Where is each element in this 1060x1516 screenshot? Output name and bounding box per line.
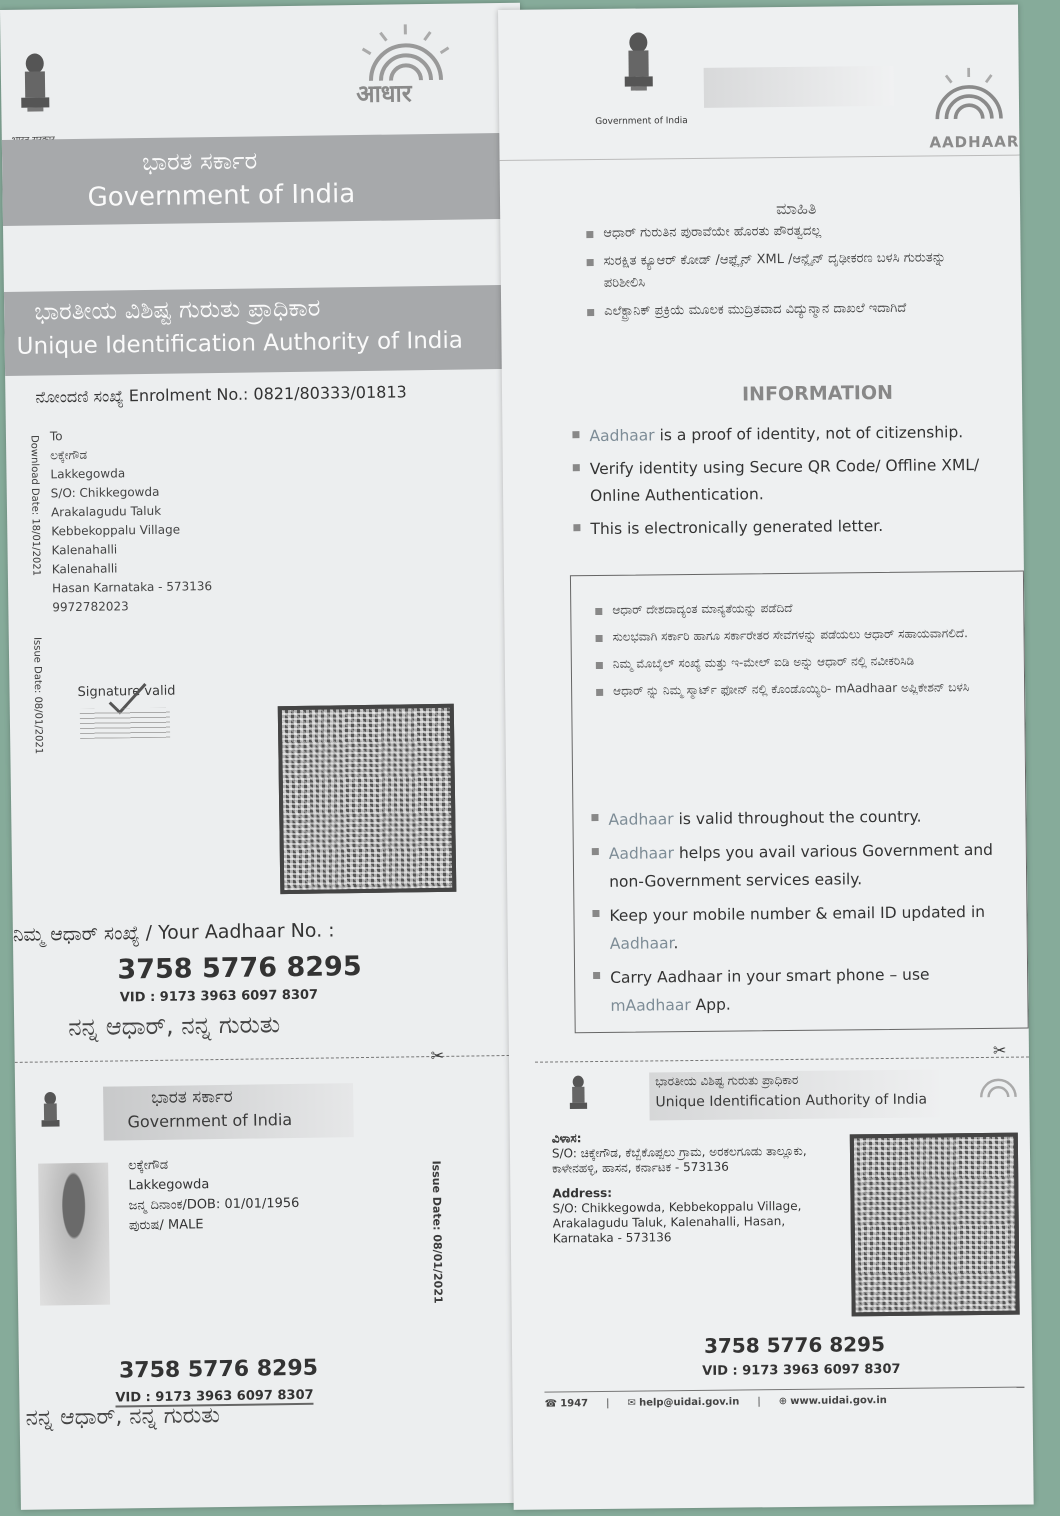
holder-name-kn: ಲಕ್ಕೇಗೌಡ	[128, 1157, 169, 1174]
header-band-right	[704, 66, 894, 108]
bullet-icon	[596, 635, 603, 642]
scissors-right-icon: ✂	[992, 1040, 1007, 1060]
bullet-icon	[587, 309, 594, 316]
back-uidai-band	[649, 1069, 939, 1120]
text-part: is valid throughout the country.	[673, 807, 922, 829]
address-line: Arakalagudu Taluk	[50, 503, 162, 520]
vid-number: VID : 9173 3963 6097 8307	[119, 987, 319, 1006]
list-item	[593, 960, 1014, 1020]
list-item	[595, 623, 1005, 648]
dob-label: ಜನ್ಮ ದಿನಾಂಕ/DOB:	[128, 1197, 221, 1214]
national-emblem-small-icon	[37, 1089, 64, 1139]
phone-number: 1947	[560, 1398, 589, 1410]
gender-label: ಪುರುಷ/	[128, 1217, 164, 1234]
aadhaar-logo-right-icon	[919, 63, 1020, 130]
gov-kn: ಭಾರತ ಸರ್ಕಾರ	[141, 146, 258, 177]
your-aadhaar-label	[13, 919, 335, 945]
uidai-band	[4, 285, 525, 376]
national-emblem-back-icon	[565, 1073, 592, 1121]
address-line: Hasan Karnataka - 573136	[51, 579, 213, 596]
info-kn-list	[586, 219, 987, 329]
card-gov-band	[103, 1083, 354, 1140]
address-en: S/O: Chikkegowda, Kebbekoppalu Village, Arakalagudu Taluk, Kalenahalli, Hasan, Karnataka - 573136	[552, 1198, 802, 1246]
back-aadhaar-number: 3758 5776 8295	[703, 1332, 886, 1358]
list-item-text: ಆಧಾರ್ ನ್ನು ನಿಮ್ಮ ಸ್ಮಾರ್ಟ್ ಫೋನ್ ನಲ್ಲಿ ಕೊಂಡೊಯ್ಯಿರಿ- mAadhaar ಅಪ್ಲಿಕೇಶನ್ ಬಳಸಿ	[613, 680, 970, 698]
gender-value: MALE	[167, 1217, 204, 1233]
tagline: ನನ್ನ ಆಧಾರ್, ನನ್ನ ಗುರುತು	[68, 1010, 281, 1042]
address-line: Lakkegowda	[50, 466, 126, 482]
card-gov-en: Government of India	[127, 1110, 293, 1132]
address-line: Kalenahalli	[51, 561, 118, 577]
enrolment-label-kn: ನೋಂದಣಿ ಸಂಖ್ಯೆ	[35, 386, 124, 407]
text-part: is a proof of identity, not of citizenship.	[654, 423, 964, 445]
list-item	[572, 419, 992, 450]
text-part: helps you avail various Government and non-Government services easily.	[609, 840, 994, 891]
back-vid: VID : 9173 3963 6097 8307	[702, 1361, 901, 1379]
list-item-text	[590, 513, 883, 543]
qr-code	[278, 704, 457, 894]
address-label-kn: ವಿಳಾಸ:	[551, 1131, 582, 1146]
national-emblem-icon	[15, 49, 56, 128]
recipient-address	[50, 425, 213, 617]
address-line: To	[49, 429, 63, 444]
divider: |	[757, 1396, 761, 1408]
download-date: Download Date: 18/01/2021	[28, 434, 42, 577]
bullet-icon	[592, 848, 599, 855]
left-page	[0, 3, 541, 1510]
address-label: Address:	[552, 1185, 613, 1201]
aadhaar-logo-text: आधार	[356, 79, 412, 109]
cut-line-right	[535, 1056, 1029, 1062]
address-line: S/O: Chikkegowda	[50, 484, 160, 501]
bullet-icon	[596, 689, 603, 696]
list-item	[592, 836, 1013, 896]
divider: |	[606, 1397, 610, 1409]
address-line: 9972782023	[52, 599, 129, 615]
back-uidai-en: Unique Identification Authority of India	[655, 1091, 928, 1111]
text-part: Carry Aadhaar in your smart phone – use	[610, 965, 930, 987]
card-tagline: ನನ್ನ ಆಧಾರ್, ನನ್ನ ಗುರುತು	[25, 1403, 221, 1431]
list-item-text	[589, 419, 963, 450]
card-issue-date: Issue Date: 08/01/2021	[429, 1160, 445, 1304]
contact-bar	[544, 1387, 1024, 1410]
issue-date: Issue Date: 08/01/2021	[31, 636, 44, 755]
list-item	[573, 452, 994, 510]
list-item-text: ಸುಲಭವಾಗಿ ಸರ್ಕಾರಿ ಹಾಗೂ ಸರ್ಕಾರೇತರ ಸೇವೆಗಳನ್ನು ಪಡೆಯಲು ಆಧಾರ್ ಸಹಾಯವಾಗಲಿದೆ.	[612, 626, 968, 644]
card-holder-details	[128, 1154, 300, 1236]
back-uidai-kn: ಭಾರತೀಯ ವಿಶಿಷ್ಟ ಗುರುತು ಪ್ರಾಧಿಕಾರ	[655, 1072, 799, 1089]
text-part: Keep your mobile number & email ID updated in	[609, 902, 986, 925]
enrolment-no: 0821/80333/01813	[253, 382, 407, 404]
enrolment	[35, 382, 407, 407]
box-kn-list	[595, 596, 1006, 708]
info-title: INFORMATION	[741, 381, 894, 406]
holder-dob	[129, 1194, 300, 1216]
back-qr-code	[850, 1133, 1020, 1317]
list-item	[586, 219, 986, 245]
info-title-kn: ಮಾಹಿತಿ	[775, 198, 817, 219]
list-item	[587, 297, 987, 323]
list-item-text: ಎಲೆಕ್ಟ್ರಾನಿಕ್ ಪ್ರಕ್ರಿಯೆ ಮೂಲಕ ಮುದ್ರಿತವಾದ ವಿದ್ಯುನ್ಮಾನ ದಾಖಲೆ ಇದಾಗಿದೆ	[604, 300, 907, 319]
highlight-text: Aadhaar	[589, 426, 655, 446]
email-item[interactable]	[627, 1397, 739, 1409]
list-item-text: ನಿಮ್ಮ ಮೊಬೈಲ್ ಸಂಖ್ಯೆ ಮತ್ತು ಇ-ಮೇಲ್ ಐಡಿ ಅನ್ನು ಆಧಾರ್ ನಲ್ಲಿ ನವೀಕರಿಸಿಡಿ	[612, 653, 915, 671]
list-item	[595, 596, 1005, 621]
list-item-text: ಆಧಾರ್ ದೇಶದಾದ್ಯಂತ ಮಾನ್ಯತೆಯನ್ನು ಪಡೆದಿದೆ	[612, 600, 793, 617]
phone-item	[545, 1398, 589, 1409]
aadhaar-logo-back-icon	[971, 1065, 1025, 1106]
bullet-icon	[595, 608, 602, 615]
address-line: ಲಕ್ಕೇಗೌಡ	[50, 447, 88, 463]
list-item	[573, 512, 993, 543]
header-rule	[500, 155, 1020, 161]
signature-label: Signature valid	[77, 683, 176, 700]
bullet-icon	[591, 814, 598, 821]
holder-gender	[129, 1214, 300, 1236]
list-item-text	[609, 836, 1013, 896]
aadhaar-number: 3758 5776 8295	[117, 951, 362, 986]
address-line: Kalenahalli	[51, 542, 118, 558]
list-item	[596, 650, 1006, 675]
cut-line	[15, 1055, 535, 1063]
list-item-text	[609, 898, 1013, 958]
website[interactable]: www.uidai.gov.in	[790, 1395, 887, 1408]
box-en-list	[591, 802, 1013, 1026]
right-page	[498, 5, 1034, 1510]
card-aadhaar-number: 3758 5776 8295	[118, 1355, 319, 1384]
globe-icon: ⊕	[778, 1396, 788, 1408]
card-vid: VID : 9173 3963 6097 8307	[115, 1387, 314, 1406]
list-item-text: ಸುರಕ್ಷಿತ ಕ್ಯೂಆರ್ ಕೋಡ್ /ಆಫ್ಲೈನ್ XML /ಆನ್ಲೈನ್ ದೃಢೀಕರಣ ಬಳಸಿ ಗುರುತನ್ನು ಪರಿಶೀಲಿಸಿ	[603, 250, 946, 291]
digital-signature-stamp	[80, 708, 170, 739]
bullet-icon	[573, 464, 580, 471]
bullet-icon	[573, 524, 580, 531]
bullet-icon	[587, 259, 594, 266]
info-en-list	[572, 419, 993, 549]
list-item-text	[590, 452, 994, 510]
list-item-text	[608, 803, 921, 834]
gov-en: Government of India	[87, 179, 356, 213]
card-gov-kn: ಭಾರತ ಸರ್ಕಾರ	[151, 1086, 233, 1108]
text-part: Verify identity using Secure QR Code/ Offline XML/ Online Authentication.	[589, 455, 980, 506]
holder-photo	[38, 1163, 110, 1306]
bullet-icon	[596, 662, 603, 669]
info-box	[570, 571, 1029, 1034]
bullet-icon	[593, 972, 600, 979]
mail-icon: ✉	[627, 1397, 636, 1409]
gov-band	[2, 133, 523, 226]
highlight-text: Aadhaar	[608, 844, 675, 863]
bullet-icon	[592, 910, 599, 917]
list-item	[592, 898, 1013, 958]
address-kn: S/O: ಚಿಕ್ಕೇಗೌಡ, ಕೆಬ್ಬೆಕೊಪ್ಪಲು ಗ್ರಾಮ, ಅರಕಲಗೂಡು ತಾಲ್ಲೂಕು, ಕಾಳೇನಹಳ್ಳಿ, ಹಾಸನ, ಕರ್ನಾಟಕ - 573136	[551, 1143, 807, 1176]
email-address[interactable]: help@uidai.gov.in	[638, 1396, 740, 1409]
highlight-text: mAadhaar	[610, 996, 691, 1015]
list-item	[591, 802, 1011, 834]
uidai-en: Unique Identification Authority of India	[16, 327, 464, 360]
dob-value: 01/01/1956	[224, 1195, 300, 1212]
highlight-text: Aadhaar	[609, 934, 674, 953]
bullet-icon	[586, 231, 593, 238]
list-item	[596, 677, 1006, 702]
aadhaar-logo-text-right: AADHAAR	[929, 132, 1020, 152]
your-aadhaar-label-en: / Your Aadhaar No. :	[145, 919, 335, 945]
text-part: App.	[690, 995, 731, 1015]
list-item	[587, 247, 987, 295]
back-address-block	[552, 1129, 833, 1247]
text-part: .	[673, 934, 679, 953]
address-line: Kebbekoppalu Village	[51, 522, 181, 539]
highlight-text: Aadhaar	[608, 810, 674, 829]
your-aadhaar-label-kn: ನಿಮ್ಮ ಆಧಾರ್ ಸಂಖ್ಯೆ	[12, 922, 140, 946]
bullet-icon	[572, 431, 579, 438]
web-item[interactable]	[779, 1395, 887, 1407]
text-part: This is electronically generated letter.	[590, 516, 884, 539]
phone-icon: ☎	[544, 1398, 558, 1410]
national-emblem-right-icon	[618, 28, 659, 106]
holder-name: Lakkegowda	[128, 1177, 210, 1194]
scissors-icon: ✂	[430, 1045, 445, 1066]
list-item-text	[610, 960, 1014, 1020]
uidai-kn: ಭಾರತೀಯ ವಿಶಿಷ್ಟ ಗುರುತು ಪ್ರಾಧಿಕಾರ	[34, 293, 321, 326]
gov-caption-right: Government of India	[595, 116, 688, 127]
list-item-text: ಆಧಾರ್ ಗುರುತಿನ ಪುರಾವೆಯೇ ಹೊರತು ಪೌರತ್ವದಲ್ಲ	[603, 223, 822, 241]
enrolment-label: Enrolment No.:	[128, 384, 249, 406]
